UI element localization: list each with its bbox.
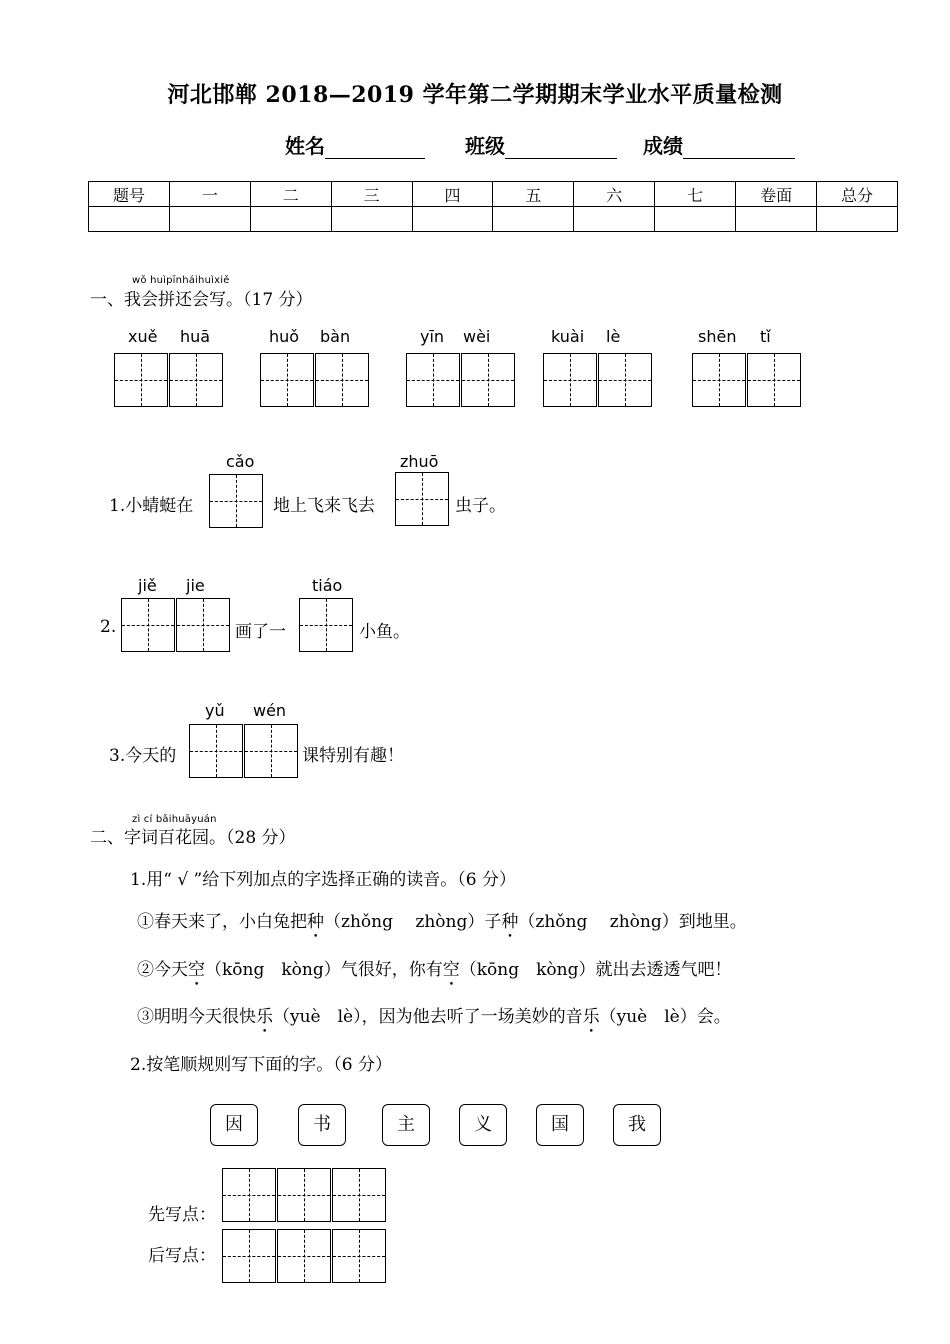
writing-box[interactable] <box>244 724 298 778</box>
q1-line-2 <box>137 955 731 990</box>
pinyin-options[interactable]: （kōng kòng）气很好，你有 <box>205 960 443 980</box>
sentence-number: 1. <box>109 496 126 516</box>
char-card[interactable]: 我 <box>613 1104 661 1146</box>
text: ③明明今天很快 <box>137 1007 256 1027</box>
q1-heading: 1.用“ √ ”给下列加点的字选择正确的读音。（6 分） <box>130 870 516 890</box>
pinyin: wèi <box>463 327 491 346</box>
writing-box[interactable] <box>332 1168 386 1222</box>
writing-box[interactable] <box>189 724 243 778</box>
writing-box[interactable] <box>121 598 175 652</box>
name-label: 姓名 <box>285 134 325 158</box>
text: ②今天 <box>137 960 188 980</box>
name-blank[interactable] <box>325 138 425 159</box>
score-header-cell: 三 <box>331 182 412 207</box>
sentence-text: 画了一 <box>235 622 286 642</box>
sentence-3 <box>109 741 176 766</box>
score-label: 成绩 <box>643 134 683 158</box>
sentence-text: 地上飞来飞去 <box>273 496 375 516</box>
char-card[interactable]: 国 <box>536 1104 584 1146</box>
score-blank[interactable] <box>683 138 795 159</box>
sentence-text: 今天的 <box>125 746 177 766</box>
char-card[interactable]: 主 <box>382 1104 430 1146</box>
score-field[interactable] <box>643 130 795 159</box>
sentence-text: 小蜻蜓在 <box>125 496 194 516</box>
score-table-header-row <box>89 182 898 207</box>
writing-box[interactable] <box>222 1168 276 1222</box>
writing-box[interactable] <box>169 353 223 407</box>
sentence-text: 课特别有趣！ <box>302 746 404 766</box>
pinyin: cǎo <box>226 452 255 471</box>
pinyin-options[interactable]: （zhǒng zhòng）到地里。 <box>518 912 747 932</box>
sentence-text: 虫子。 <box>455 496 506 516</box>
writing-box[interactable] <box>543 353 597 407</box>
section1-heading: 一、我会拼还会写。（17 分） <box>90 290 313 310</box>
pinyin: yǔ <box>205 701 225 720</box>
writing-box[interactable] <box>332 1229 386 1283</box>
score-header-cell: 五 <box>493 182 574 207</box>
score-cell[interactable] <box>655 207 736 232</box>
score-header-cell: 六 <box>574 182 655 207</box>
pinyin: bàn <box>320 327 351 346</box>
score-table-input-row <box>89 207 898 232</box>
score-cell[interactable] <box>250 207 331 232</box>
pinyin: zhuō <box>400 452 439 471</box>
class-label: 班级 <box>465 134 505 158</box>
writing-box[interactable] <box>277 1229 331 1283</box>
pinyin: yīn <box>420 327 445 346</box>
pinyin: tǐ <box>760 327 771 346</box>
writing-box[interactable] <box>406 353 460 407</box>
pinyin-options[interactable]: （zhǒng zhòng）子 <box>324 912 502 932</box>
dotted-char: 乐 <box>582 1007 600 1027</box>
score-header-cell: 二 <box>250 182 331 207</box>
pinyin-options[interactable]: （yuè lè）会。 <box>599 1007 731 1027</box>
sentence-1 <box>109 491 193 516</box>
writing-box[interactable] <box>209 474 263 528</box>
name-field[interactable] <box>285 130 425 159</box>
pinyin-options[interactable]: （yuè lè），因为他去听了一场美妙的音 <box>273 1007 583 1027</box>
pinyin: wén <box>253 701 287 720</box>
score-header-cell: 题号 <box>89 182 170 207</box>
text: ①春天来了，小白兔把 <box>137 912 307 932</box>
later-dot-label: 后写点： <box>148 1246 216 1266</box>
pinyin-options[interactable]: （kōng kòng）就出去透透气吧！ <box>459 960 732 980</box>
dotted-char: 种 <box>307 912 324 932</box>
score-cell[interactable] <box>817 207 898 232</box>
writing-box[interactable] <box>176 598 230 652</box>
q2-heading: 2.按笔顺规则写下面的字。（6 分） <box>130 1055 392 1075</box>
class-field[interactable] <box>465 130 617 159</box>
score-header-cell: 卷面 <box>736 182 817 207</box>
pinyin: huǒ <box>269 327 300 346</box>
score-header-cell: 总分 <box>817 182 898 207</box>
writing-box[interactable] <box>461 353 515 407</box>
char-card[interactable]: 因 <box>210 1104 258 1146</box>
section2-heading: 二、字词百花园。（28 分） <box>90 828 296 848</box>
dotted-char: 种 <box>501 912 519 932</box>
dotted-char: 乐 <box>256 1007 273 1027</box>
char-card[interactable]: 书 <box>298 1104 346 1146</box>
score-cell[interactable] <box>331 207 412 232</box>
pinyin: huā <box>180 327 211 346</box>
dotted-char: 空 <box>188 960 205 980</box>
char-card[interactable]: 义 <box>459 1104 507 1146</box>
writing-box[interactable] <box>260 353 314 407</box>
page-title: 河北邯郸 2018—2019 学年第二学期期末学业水平质量检测 <box>167 82 783 108</box>
writing-box[interactable] <box>395 472 449 526</box>
first-dot-label: 先写点： <box>148 1205 216 1225</box>
writing-box[interactable] <box>222 1229 276 1283</box>
score-header-cell: 七 <box>655 182 736 207</box>
pinyin: shēn <box>698 327 737 346</box>
writing-box[interactable] <box>114 353 168 407</box>
writing-box[interactable] <box>598 353 652 407</box>
writing-box[interactable] <box>277 1168 331 1222</box>
class-blank[interactable] <box>505 138 617 159</box>
dotted-char: 空 <box>442 960 460 980</box>
score-header-cell: 一 <box>169 182 250 207</box>
pinyin: jie <box>186 576 205 595</box>
writing-box[interactable] <box>299 598 353 652</box>
score-cell[interactable] <box>412 207 493 232</box>
score-cell[interactable] <box>736 207 817 232</box>
sentence-text: 小鱼。 <box>359 622 410 642</box>
pinyin: lè <box>606 327 621 346</box>
sentence-number: 2. <box>100 617 117 637</box>
score-table <box>88 181 898 232</box>
sentence-number: 3. <box>109 746 126 766</box>
pinyin: tiáo <box>312 576 343 595</box>
writing-box[interactable] <box>692 353 746 407</box>
score-cell[interactable] <box>574 207 655 232</box>
section2-ruby: zì cí bǎihuāyuán <box>132 814 217 825</box>
q1-line-3 <box>137 1002 731 1037</box>
q1-line-1 <box>137 907 747 942</box>
score-cell[interactable] <box>89 207 170 232</box>
score-header-cell: 四 <box>412 182 493 207</box>
pinyin: kuài <box>551 327 585 346</box>
writing-box[interactable] <box>315 353 369 407</box>
pinyin: jiě <box>138 576 157 595</box>
score-cell[interactable] <box>169 207 250 232</box>
section1-ruby: wǒ huìpīnháihuìxiě <box>132 275 230 286</box>
pinyin: xuě <box>128 327 158 346</box>
writing-box[interactable] <box>747 353 801 407</box>
score-cell[interactable] <box>493 207 574 232</box>
